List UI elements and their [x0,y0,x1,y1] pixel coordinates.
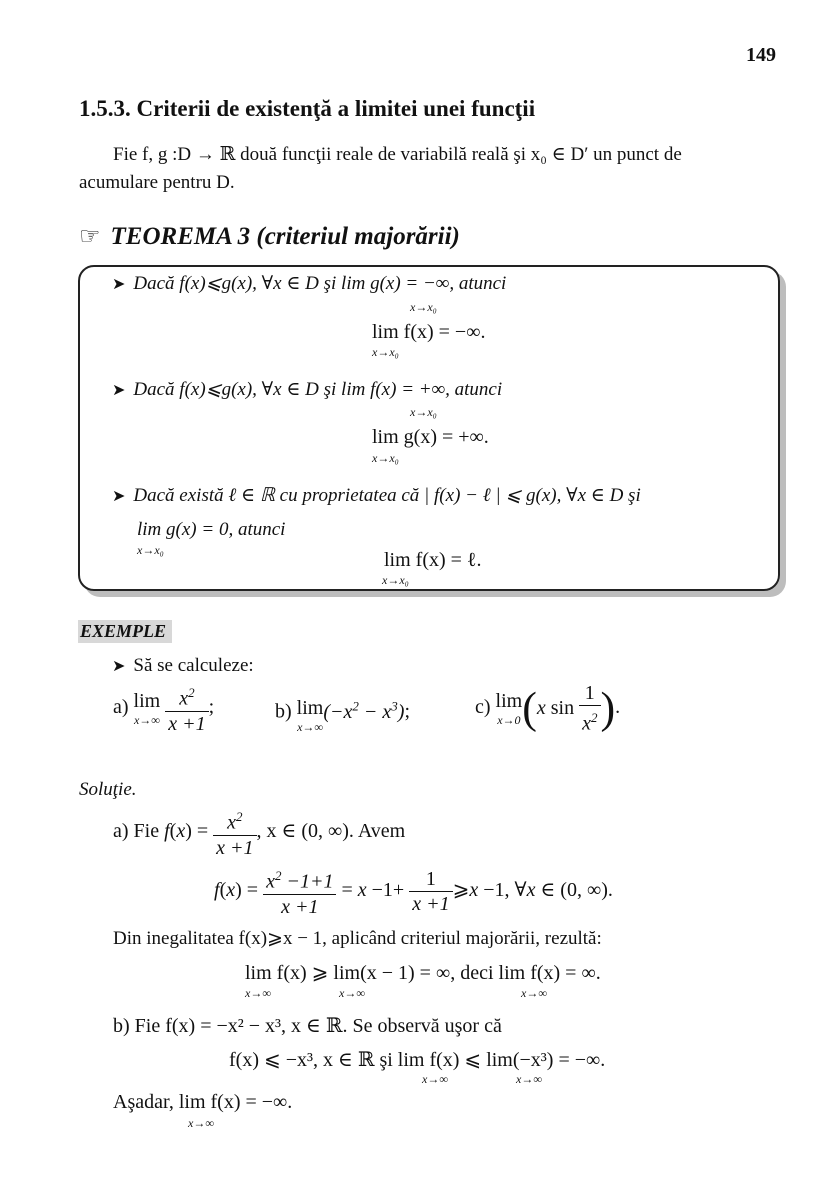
theorem-item-1: ➤ Dacă f(x)⩽g(x), ∀x ∈ D şi lim g(x) = −∞, atunci [112,273,507,294]
arrow-bullet-icon: ➤ [112,382,126,399]
lim-subscript: x→∞ [339,986,365,1000]
solution-a-text: Din inegalitatea f(x)⩾x − 1, aplicând criteriul majorării, rezultă: [113,928,602,949]
lim-subscript: x→x₀ [410,300,437,314]
section-title: 1.5.3. Criterii de existenţă a limitei unei funcţii [79,96,536,121]
example-a: a) lim x→∞ $\frac{x^2}{x +1}$ ; [113,681,214,736]
intro-line-1: Fie f, g :D → ℝ două funcţii reale de variabilă reală şi x₀ ∈ D′ un punct de [113,144,682,165]
theorem-title: ☞ TEOREMA 3 (criteriul majorării) [79,223,460,250]
lim-subscript: x→x₀ [137,543,164,557]
theorem-conclusion-2: lim g(x) = +∞. [372,426,489,448]
solution-b-intro: b) Fie f(x) = −x² − x³, x ∈ ℝ. Se observă uşor că [113,1015,502,1037]
arrow-bullet-icon: ➤ [112,276,126,293]
page-number: 149 [746,44,776,66]
example-b: b) lim x→∞ $(-x^2 - x^3)$; [275,697,410,734]
lim-subscript: x→x₀ [382,573,409,587]
theorem-conclusion-3: lim f(x) = ℓ. [384,549,482,571]
arrow-bullet-icon: ➤ [112,488,126,505]
arrow-bullet-icon: ➤ [112,658,126,675]
hand-pointing-icon: ☞ [79,224,101,250]
solution-a-result: lim f(x) ⩾ lim(x − 1) = ∞, deci lim f(x) = ∞. [245,962,601,984]
theorem-conclusion-1: lim f(x) = −∞. [372,321,486,343]
lim-subscript: x→∞ [245,986,271,1000]
lim-subscript: x→x₀ [410,405,437,419]
intro-line-2: acumulare pentru D. [79,172,235,193]
solution-a-equation: f(x) = $\frac{x^2 -1+1}{x +1}$ = x −1+ $\frac{1}{x +1}$ ⩾x −1, ∀x ∈ (0, ∞). [214,864,613,919]
lim-subscript: x→∞ [188,1116,214,1130]
examples-heading: EXEMPLE [78,620,172,643]
lim-subscript: x→∞ [422,1072,448,1086]
lim-subscript: x→∞ [516,1072,542,1086]
theorem-item-2: ➤ Dacă f(x)⩽g(x), ∀x ∈ D şi lim f(x) = +∞, atunci [112,379,503,400]
solution-a-intro: a) Fie f(x) = $\frac{x^2}{x +1}$ , x ∈ (0, ∞). Avem [113,805,405,860]
example-c: c) lim x→0 (x sin $\frac{1}{x^2}$ ). [475,682,621,735]
solution-label: Soluţie. [79,779,137,800]
solution-b-inequality: f(x) ⩽ −x³, x ∈ ℝ şi lim f(x) ⩽ lim(−x³) = −∞. [229,1049,606,1071]
examples-prompt: ➤ Să se calculeze: [112,655,254,676]
solution-b-conclusion: Aşadar, lim f(x) = −∞. [113,1091,293,1113]
theorem-item-3-cont: lim g(x) = 0, atunci [137,519,286,540]
lim-subscript: x→x₀ [372,451,399,465]
lim-subscript: x→∞ [521,986,547,1000]
theorem-item-3: ➤ Dacă există ℓ ∈ ℝ cu proprietatea că | f(x) − ℓ | ⩽ g(x), ∀x ∈ D şi [112,485,641,506]
lim-subscript: x→x₀ [372,345,399,359]
